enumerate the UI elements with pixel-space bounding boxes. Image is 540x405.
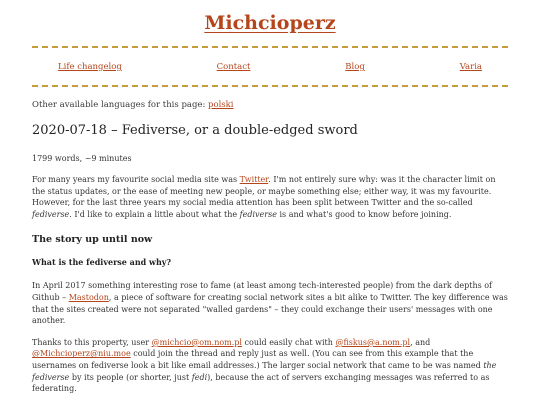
nav-blog[interactable]: Blog [345, 62, 365, 72]
article-title: 2020-07-18 – Fediverse, or a double-edged sword [32, 123, 358, 138]
nav-varia[interactable]: Varia [459, 62, 482, 72]
user-link-fiskus[interactable]: @fiskus@a.nom.pl [335, 337, 411, 347]
language-link-polski[interactable]: polski [208, 100, 234, 110]
subsection-heading: What is the fediverse and why? [32, 257, 172, 268]
user-link-michcio[interactable]: @michcio@om.nom.pl [151, 337, 242, 347]
mastodon-link[interactable]: Mastodon [68, 292, 109, 302]
text-segment: In April 2017 something interesting rose to fame (at least among tech-interested people) from the dark depths of Github – [32, 281, 493, 302]
main-nav [32, 48, 508, 85]
emphasis-fedi: fedi [191, 372, 208, 382]
text-segment: could join the thread and reply just as well. (You can see from this example that the usernames on fediverse look a bit like email addresses.) The larger social network that came to be was named [32, 349, 484, 370]
text-segment: ), because the act of servers exchanging messages was referred to as federating. [32, 372, 490, 394]
text-segment: by its people (or shorter, just [69, 372, 192, 382]
language-notice [32, 100, 508, 110]
text-segment: could easily chat with [241, 337, 336, 347]
nav-contact[interactable]: Contact [216, 62, 251, 72]
site-header [32, 12, 508, 34]
emphasis-the-fediverse: the fediverse [32, 360, 497, 382]
paragraph-history [32, 280, 508, 326]
nav-life-changelog[interactable]: Life changelog [58, 62, 122, 72]
text-segment: , a piece of software for creating social network sites a bit alike to Twitter. The key difference was that the sites created were not separated "walled gardens" – they could exchange their users' messages with one another. [32, 292, 508, 326]
user-link-michcioperz[interactable]: @Michcioperz@niu.moe [32, 349, 131, 359]
page [32, 0, 508, 395]
article-meta: 1799 words, ~9 minutes [32, 154, 132, 163]
text-segment: For many years my favourite social media site was [32, 175, 240, 184]
paragraph-federation [32, 337, 508, 395]
language-notice-text: Other available languages for this page: [32, 100, 209, 110]
text-segment: . I'd like to explain a little about what the [69, 209, 240, 219]
text-segment: . I'm not entirely sure why: was it the character limit on the status updates, or the ease of meeting new people, or maybe something else; either way, it was my favourite. However, for the last three years my social media attention has been split between Twitter and the so-called [32, 175, 496, 208]
section-heading: The story up until now [32, 234, 153, 246]
site-title-link[interactable]: Michcioperz [204, 12, 336, 34]
text-segment: is and what's good to know before joining. [276, 209, 452, 219]
twitter-link[interactable]: Twitter [239, 175, 269, 184]
emphasis-fediverse: fediverse [239, 209, 277, 219]
emphasis-fediverse: fediverse [32, 209, 70, 219]
text-segment: Thanks to this property, user [32, 337, 152, 347]
bottom-divider [32, 85, 508, 87]
paragraph-intro [32, 174, 508, 220]
text-segment: , and [410, 337, 431, 347]
